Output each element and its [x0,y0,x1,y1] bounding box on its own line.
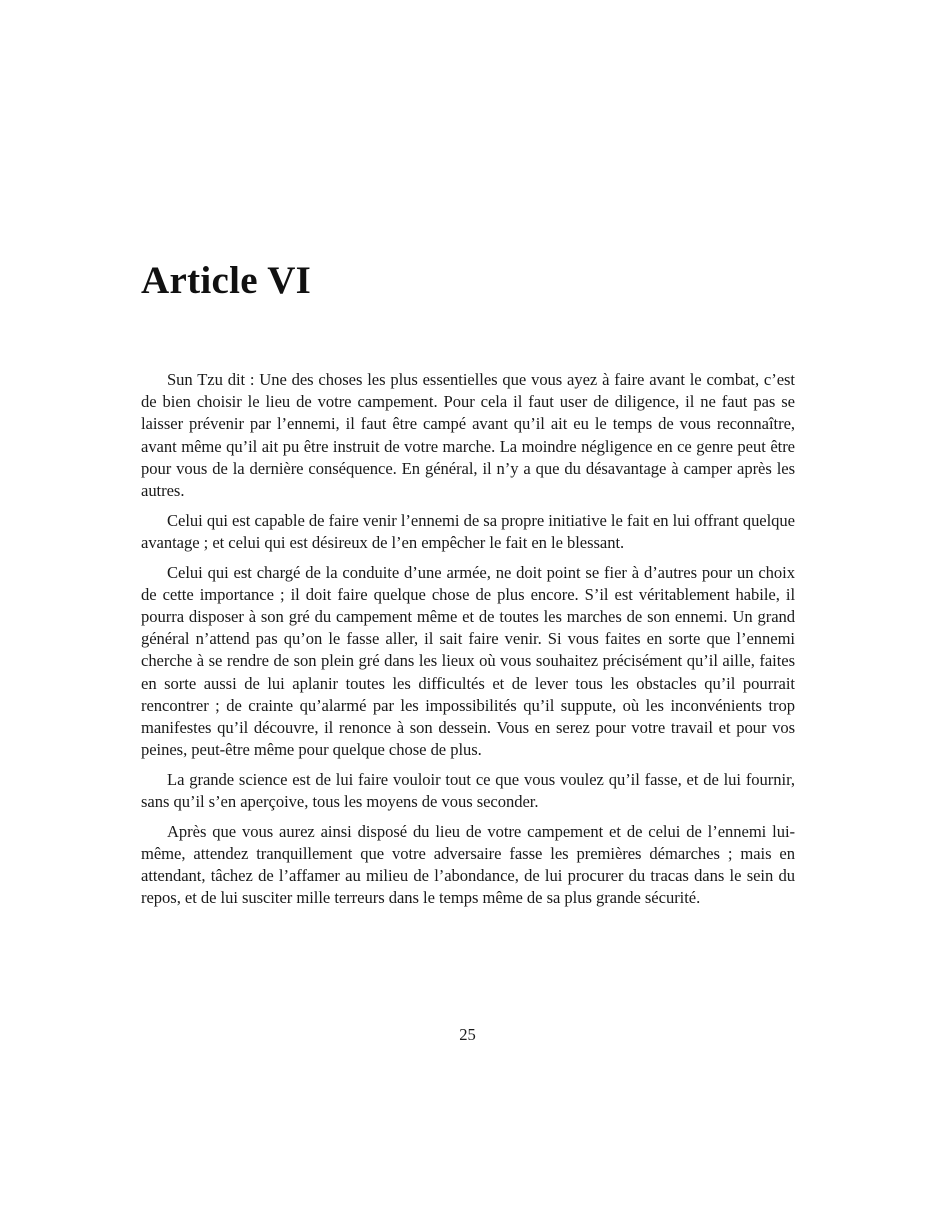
paragraph: Sun Tzu dit : Une des choses les plus essentielles que vous ayez à faire avant le combat, c’est de bien choisir le lieu de votre campement. Pour cela il faut user de diligence, il ne faut pas se laisser prévenir par l’ennemi, il faut être campé avant qu’il ait eu le temps de vous reconnaître, avant même qu’il ait pu être instruit de votre marche. La moindre négligence en ce genre peut être pour vous de la dernière conséquence. En général, il n’y a que du désavantage à camper après les autres. [141,370,795,501]
body-text [141,369,795,917]
paragraph: Après que vous aurez ainsi disposé du lieu de votre campement et de celui de l’ennemi lui-même, attendez tranquillement que votre adversaire fasse les premières démarches ; mais en attendant, tâchez de l’affamer au milieu de l’abondance, de lui procurer du tracas dans le sein du repos, et de lui susciter mille terreurs dans le temps même de sa plus grande sécurité. [141,821,795,908]
page-number: 25 [459,1025,476,1044]
paragraph: Celui qui est capable de faire venir l’ennemi de sa propre initiative le fait en lui offrant quelque avantage ; et celui qui est désireux de l’en empêcher le fait en le blessant. [141,510,795,552]
chapter-title: Article VI [141,259,312,302]
paragraph: Celui qui est chargé de la conduite d’une armée, ne doit point se fier à d’autres pour un choix de cette importance ; il doit faire quelque chose de plus encore. S’il est véritablement habile, il pourra disposer à son gré du campement même et de toutes les marches de son ennemi. Un grand général n’attend pas qu’on le fasse aller, il sait faire venir. Si vous faites en sorte que l’ennemi cherche à se rendre de son plein gré dans les lieux où vous souhaitez précisément qu’il aille, faites en sorte aussi de lui aplanir toutes les difficultés et de lever tous les obstacles qu’il pourrait rencontrer ; de crainte qu’alarmé par les impossibilités qu’il suppute, où les inconvénients trop manifestes qu’il découvre, il renonce à son dessein. Vous en serez pour votre travail et pour vos peines, peut-être même pour quelque chose de plus. [141,562,795,760]
paragraph: La grande science est de lui faire vouloir tout ce que vous voulez qu’il fasse, et de lui fournir, sans qu’il s’en aperçoive, tous les moyens de vous seconder. [141,769,795,812]
